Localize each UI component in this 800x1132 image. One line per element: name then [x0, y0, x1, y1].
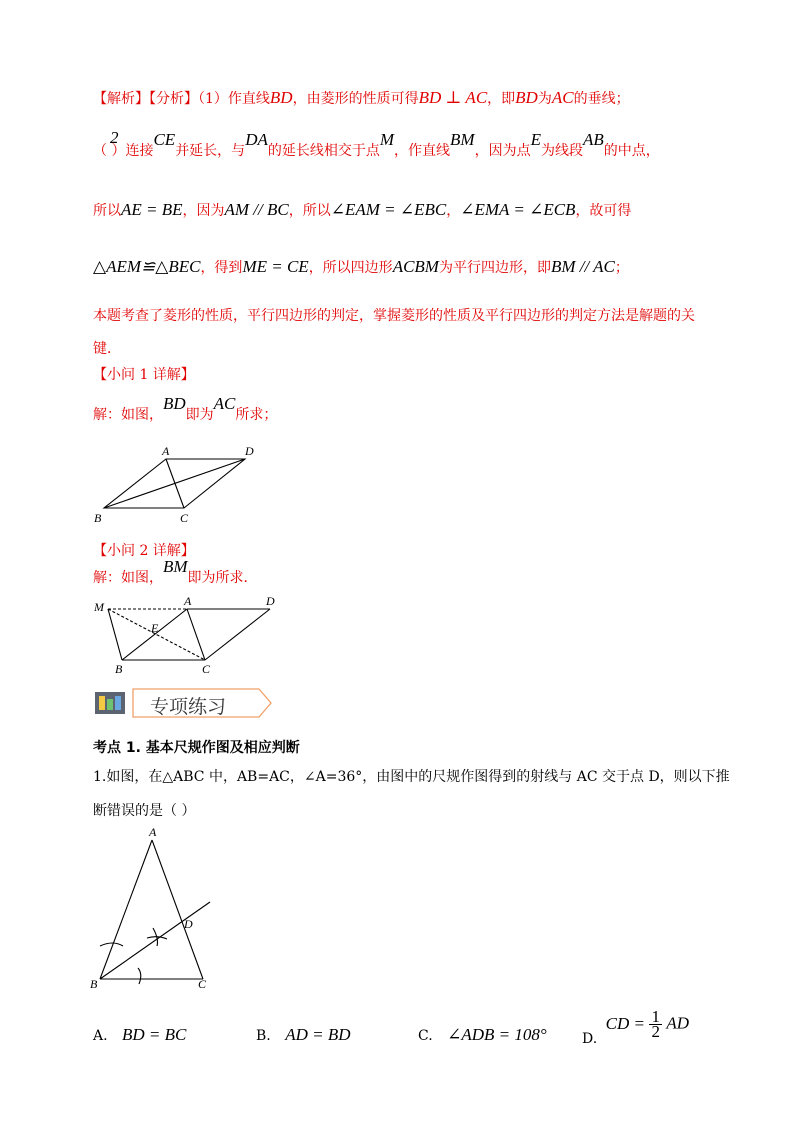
label-a: A: [162, 444, 170, 458]
segment-dc: [205, 609, 270, 660]
label-d: D: [184, 917, 193, 931]
label-c: C: [180, 511, 189, 525]
fraction-one-half: $\frac{1}{2}$: [651, 1007, 660, 1041]
part-number: 2: [110, 128, 119, 147]
practice-banner: [95, 686, 275, 720]
label-m: M: [94, 600, 104, 614]
q2-answer: 解：如图，BM即为所求．: [93, 557, 258, 586]
q1-heading: 【小问 1 详解】: [93, 367, 195, 383]
banner-title: 专项练习: [150, 696, 227, 718]
label-b: B: [94, 511, 102, 525]
label-b: B: [90, 977, 98, 991]
option-a[interactable]: A. BD = BC: [93, 1025, 187, 1044]
label-e: E: [151, 621, 159, 635]
triangle-figure: [85, 822, 225, 997]
question1-text-1: 1.如图，在△ABC 中，AB=AC，∠A=36°，由图中的尺规作图得到的射线与 AC 交于点 D，则以下推: [93, 769, 730, 785]
label-d: D: [266, 594, 275, 608]
label-d: D: [245, 444, 254, 458]
label-c: C: [202, 662, 211, 676]
bisector-ray: [100, 902, 210, 979]
summary-line-2: 键．: [93, 341, 121, 357]
banner-icon-block-1: [99, 696, 105, 710]
question1-text-2: 断错误的是（ ）: [93, 803, 196, 819]
summary-line-1: 本题考查了菱形的性质，平行四边形的判定，掌握菱形的性质及平行四边形的判定方法是解题的关: [93, 308, 695, 324]
label-c: C: [198, 977, 207, 991]
rhombus-figure: [90, 442, 270, 527]
option-b[interactable]: B. AD = BD: [256, 1025, 351, 1044]
arc-on-ab: [100, 943, 123, 946]
solution-line-4: △AEM≌△BEC，得到ME = CE，所以四边形ACBM为平行四边形，即BM // AC；: [93, 257, 629, 276]
analysis-tag: 【解析】: [93, 91, 149, 107]
banner-icon-block-3: [115, 696, 121, 710]
solution-line-2: 2 （ ）连接CE并延长，与DA的延长线相交于点M，作直线BM，因为点E为线段AB的中点，: [93, 128, 660, 159]
option-d[interactable]: D. CD = $\frac{1}{2}$ AD: [582, 1007, 690, 1047]
q1-answer: 解：如图，BD即为AC所求；: [93, 394, 278, 423]
section-heading: 考点 1. 基本尺规作图及相应判断: [93, 740, 300, 756]
side-ac: [152, 840, 203, 979]
analysis-tag-2: 【分析】: [149, 91, 198, 107]
label-a: A: [149, 825, 157, 839]
label-a: A: [184, 594, 192, 608]
option-c[interactable]: C. ∠ADB = 108°: [418, 1025, 547, 1044]
side-ab: [100, 840, 152, 979]
solution-line-3: 所以AE = BE，因为AM // BC，所以∠EAM = ∠EBC，∠EMA = ∠ECB，故可得: [93, 200, 632, 219]
parallelogram-figure: [90, 592, 290, 677]
q2-heading: 【小问 2 详解】: [93, 543, 195, 559]
arc-on-bc: [138, 968, 141, 984]
banner-icon-block-2: [107, 699, 113, 710]
segment-bm: [108, 609, 122, 660]
diagonal-ac: [166, 459, 184, 508]
solution-line-1: 【解析】【分析】（1）作直线BD，由菱形的性质可得BD ⊥ AC，即BD为AC的垂线；: [93, 88, 630, 107]
label-b: B: [115, 662, 123, 676]
